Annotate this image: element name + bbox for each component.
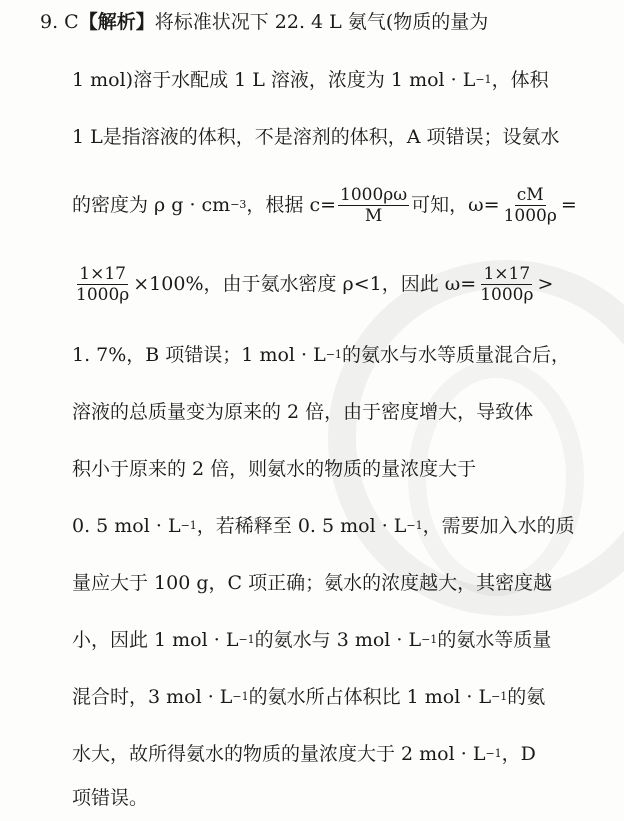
line-text: 将标准状况下 22. 4 L 氨气(物质的量为 bbox=[154, 11, 489, 33]
line-9: 0. 5 mol · L −1 ，若稀释至 0. 5 mol · L −1 ，需要加入水的质 bbox=[72, 515, 575, 537]
question-number: 9. C bbox=[40, 11, 79, 33]
line-10: 量应大于 100 g，C 项正确；氨水的浓度越大，其密度越 bbox=[72, 572, 553, 594]
analysis-label: 【解析】 bbox=[78, 11, 155, 33]
line-4: 的密度为 ρ g · cm −3 ，根据 c= $\frac{1000\rho\omega}{M}$ 可知，ω= $\frac{cM}{1000\rho}$ = bbox=[72, 184, 577, 226]
line-7: 溶液的总质量变为原来的 2 倍，由于密度增大，导致体 bbox=[72, 401, 534, 423]
line-14: 项错误。 bbox=[72, 787, 149, 809]
line-6: 1. 7%，B 项错误；1 mol · L −1 的氨水与水等质量混合后， bbox=[72, 344, 570, 366]
line-2: 1 mol)溶于水配成 1 L 溶液，浓度为 1 mol · L −1 ，体积 bbox=[72, 69, 549, 91]
fraction-omega: $\frac{cM}{1000\rho}$ bbox=[503, 184, 557, 226]
line-5: $\frac{1\times 17}{1000\rho}$ ×100%，由于氨水密度 ρ<1，因此 ω= $\frac{1\times 17}{1000\rho}$ > bbox=[76, 263, 554, 305]
line-13: 水大，故所得氨水的物质的量浓度大于 2 mol · L −1 ，D bbox=[72, 743, 536, 765]
line-8: 积小于原来的 2 倍，则氨水的物质的量浓度大于 bbox=[72, 458, 477, 480]
line-11: 小，因此 1 mol · L −1 的氨水与 3 mol · L −1 的氨水等质量 bbox=[72, 629, 552, 651]
line-1 bbox=[40, 2, 610, 42]
fraction-c: $\frac{1000\rho\omega}{M}$ bbox=[340, 184, 408, 226]
fraction-2: $\frac{1\times 17}{1000\rho}$ bbox=[480, 263, 534, 305]
fraction-1: $\frac{1\times 17}{1000\rho}$ bbox=[76, 263, 130, 305]
line-3: 1 L是指溶液的体积，不是溶剂的体积，A 项错误；设氨水 bbox=[72, 126, 560, 148]
line-12: 混合时，3 mol · L −1 的氨水所占体积比 1 mol · L −1 的氨 bbox=[72, 686, 546, 708]
